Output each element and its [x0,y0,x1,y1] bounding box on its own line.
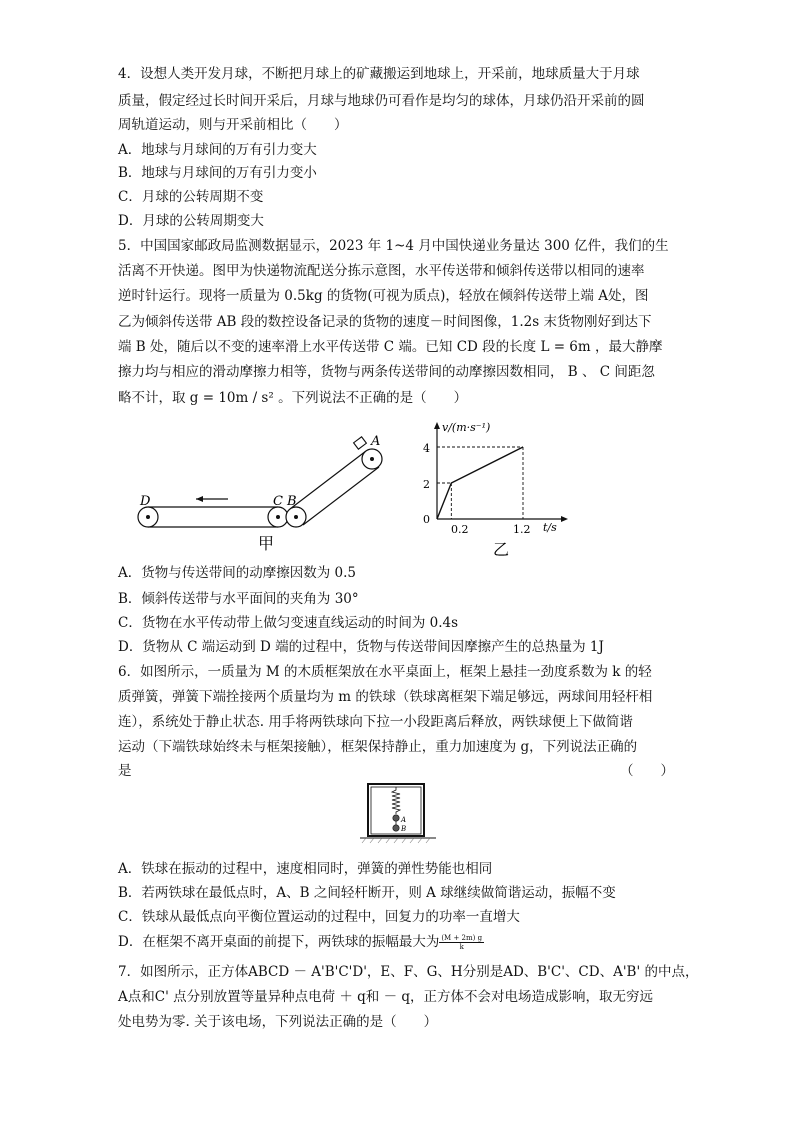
table-hatching [362,838,430,843]
q4-line-1: 4．设想人类开发月球，不断把月球上的矿藏搬运到地球上，开采前，地球质量大于月球 [118,66,640,82]
q7-line-1: 7．如图所示，正方体ABCD － A'B'C'D'，E、F、G、H分别是AD、B'C'、CD、A'B' 的中点， [118,964,699,980]
figure-yi-caption: 乙 [493,540,510,559]
q5-line-3: 逆时针运行。现将一质量为 0.5kg 的货物(可视为质点)，轻放在倾斜传送带上端 A处，图 [118,288,649,304]
q5-option-d: D．货物从 C 端运动到 D 端的过程中，货物与传送带间因摩擦产生的总热量为 1J [118,639,604,655]
q5-option-b: B．倾斜传送带与水平面间的夹角为 30° [118,591,359,607]
q5-line-7: 略不计，取 g = 10m / s² 。下列说法不正确的是（ ） [118,390,468,406]
ball-b [393,825,399,831]
inclined-belt-top [290,451,366,509]
spring-frame-figure [360,782,436,844]
q5-line-6: 擦力均与相应的滑动摩擦力相等，货物与两条传送带间的动摩擦因数相同， B 、 C 间距忽 [118,364,655,380]
label-ball-b: B [401,825,407,833]
x-tick-0-2: 0.2 [451,523,469,536]
label-b: B [287,494,297,509]
q4-option-d: D．月球的公转周期变大 [118,213,264,229]
q6-option-b: B．若两铁球在最低点时，A、B 之间轻杆断开，则 A 球继续做简谐运动，振幅不变 [118,885,616,901]
conveyor-figure [130,425,400,555]
q5-line-4: 乙为倾斜传送带 AB 段的数控设备记录的货物的速度－时间图像，1.2s 末货物刚好到达下 [118,314,652,330]
cargo-box [354,437,367,449]
ball-a [393,815,399,821]
q6-option-d-text: D．在框架不离开桌面的前提下，两铁球的振幅最大为 [118,934,440,950]
label-ball-a: A [401,816,407,824]
q5-line-5: 端 B 处，随后以不变的速率滑上水平传送带 C 端。已知 CD 段的长度 L = 6m ，最大静摩 [118,339,663,355]
label-a: A [371,434,381,449]
q4-option-c: C．月球的公转周期不变 [118,189,264,205]
spring [392,787,400,814]
figure-jia-caption: 甲 [258,534,275,553]
label-d: D [140,494,151,509]
y-tick-4: 4 [423,442,430,455]
q6-line-4: 运动（下端铁球始终未与框架接触），框架保持静止，重力加速度为 g，下列说法正确的 [118,739,638,755]
q5-line-2: 活离不开快递。图甲为快递物流配送分拣示意图，水平传送带和倾斜传送带以相同的速率 [118,263,645,279]
y-tick-2: 2 [423,478,430,491]
q6-option-a: A．铁球在振动的过程中，速度相同时，弹簧的弹性势能也相同 [118,861,493,877]
q5-option-a: A．货物与传送带间的动摩擦因数为 0.5 [118,565,357,581]
q4-option-b: B．地球与月球间的万有引力变小 [118,165,317,181]
q4-line-3: 周轨道运动，则与开采前相比（ ） [118,117,348,133]
q5-option-c: C．货物在水平传动带上做匀变速直线运动的时间为 0.4s [118,615,459,631]
x-axis-label: t/s [543,521,557,534]
q6-option-d [118,932,484,952]
amplitude-fraction [439,934,484,951]
q4-line-2: 质量，假定经过长时间开采后，月球与地球仍可看作是均匀的球体，月球仍沿开采前的圆 [118,93,645,109]
label-c: C [273,494,283,509]
inclined-belt-bottom [303,467,379,525]
q6-line-3: 连），系统处于静止状态. 用手将两铁球向下拉一小段距离后释放，两铁球便上下做简谐 [118,714,633,730]
q4-option-a: A．地球与月球间的万有引力变大 [118,142,317,158]
x-tick-1-2: 1.2 [513,523,531,536]
q7-line-2: A点和C' 点分别放置等量异种点电荷 ＋ q和 － q，正方体不会对电场造成影响，取无穷远 [118,989,654,1005]
q5-line-1: 5．中国国家邮政局监测数据显示，2023 年 1~4 月中国快递业务量达 300 亿件，我们的生 [118,238,669,254]
y-axis-label: v/(m·s⁻¹) [442,421,491,434]
q6-line-5: 是 [118,763,132,779]
velocity-time-chart [415,415,585,560]
fraction-denominator: k [459,943,464,951]
q6-answer-bracket: （ ） [620,763,674,779]
q6-line-2: 质弹簧，弹簧下端拴接两个质量均为 m 的铁球（铁球离框架下端足够远，两球间用轻杆相 [118,689,653,705]
q6-option-c: C．铁球从最低点向平衡位置运动的过程中，回复力的功率一直增大 [118,909,520,925]
fraction-numerator: (M + 2m) g [441,934,483,942]
origin-label: 0 [423,513,430,526]
q7-line-3: 处电势为零. 关于该电场，下列说法正确的是（ ） [118,1014,438,1030]
q6-line-1: 6．如图所示，一质量为 M 的木质框架放在水平桌面上，框架上悬挂一劲度系数为 k 的轻 [118,664,652,680]
